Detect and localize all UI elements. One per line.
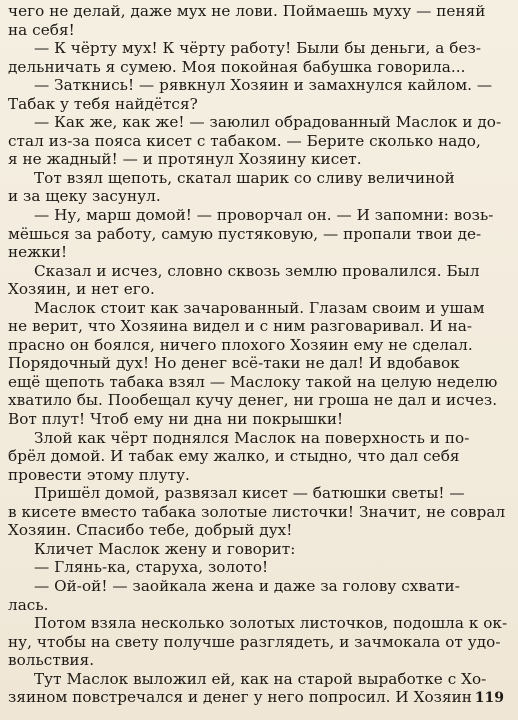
text-line: Сказал и исчез, словно сквозь землю провалился. Был bbox=[34, 261, 480, 280]
text-line: Табак у тебя найдётся? bbox=[8, 94, 198, 113]
text-line: — Ну, марш домой! — проворчал он. — И запомни: возь- bbox=[34, 206, 494, 225]
text-line: вольствия. bbox=[8, 651, 95, 670]
text-line: стал из-за пояса кисет с табаком. — Берите сколько надо, bbox=[8, 131, 481, 150]
text-line: — Заткнись! — рявкнул Хозяин и замахнулся кайлом. — bbox=[34, 76, 493, 95]
text-line: Вот плут! Чтоб ему ни дна ни покрышки! bbox=[8, 410, 344, 429]
text-line: Потом взяла несколько золотых листочков, подошла к ок- bbox=[34, 614, 508, 633]
text-line: Кличет Маслок жену и говорит: bbox=[34, 539, 296, 558]
text-line: прасно он боялся, ничего плохого Хозяин ему не сделал. bbox=[8, 335, 473, 354]
text-line: — Как же, как же! — заюлил обрадованный Маслок и до- bbox=[34, 113, 502, 132]
text-line: и за щеку засунул. bbox=[8, 187, 161, 206]
text-line: лась. bbox=[8, 595, 49, 614]
page-text bbox=[8, 2, 508, 707]
text-line: нежки! bbox=[8, 243, 68, 262]
text-line: Злой как чёрт поднялся Маслок на поверхность и по- bbox=[34, 428, 470, 447]
text-line: Маслок стоит как зачарованный. Глазам своим и ушам bbox=[34, 298, 485, 317]
text-line: Пришёл домой, развязал кисет — батюшки светы! — bbox=[34, 484, 465, 503]
text-line: Тот взял щепоть, скатал шарик со сливу величиной bbox=[34, 168, 455, 187]
page-number: 119 bbox=[474, 690, 504, 706]
text-line: я не жадный! — и протянул Хозяину кисет. bbox=[8, 150, 362, 169]
text-line: провести этому плуту. bbox=[8, 465, 190, 484]
text-line: ну, чтобы на свету получше разглядеть, и зачмокала от удо- bbox=[8, 632, 501, 651]
text-line: на себя! bbox=[8, 20, 75, 39]
text-line: зяином повстречался и денег у него попросил. И Хозяин bbox=[8, 688, 472, 707]
text-line: Хозяин. Спасибо тебе, добрый дух! bbox=[8, 521, 293, 540]
text-line: не верит, что Хозяина видел и с ним разговаривал. И на- bbox=[8, 317, 473, 336]
text-line: дельничать я сумею. Моя покойная бабушка говорила... bbox=[8, 57, 466, 76]
text-line: ещё щепоть табака взял — Маслоку такой на целую неделю bbox=[8, 372, 498, 391]
text-line: Порядочный дух! Но денег всё-таки не дал! И вдобавок bbox=[8, 354, 460, 373]
text-line: Тут Маслок выложил ей, как на старой выработке с Хо- bbox=[34, 669, 487, 688]
text-line: — К чёрту мух! К чёрту работу! Были бы деньги, а без- bbox=[34, 39, 482, 58]
text-line: — Ой-ой! — заойкала жена и даже за голову схвати- bbox=[34, 576, 460, 595]
text-line: чего не делай, даже мух не лови. Поймаешь муху — пеняй bbox=[8, 2, 486, 20]
text-line: брёл домой. И табак ему жалко, и стыдно, что дал себя bbox=[8, 447, 460, 466]
text-line: хватило бы. Пообещал кучу денег, ни гроша не дал и исчез. bbox=[8, 391, 498, 410]
text-line: Хозяин, и нет его. bbox=[8, 280, 155, 299]
text-line: мёшься за работу, самую пустяковую, — пропали твои де- bbox=[8, 224, 482, 243]
text-line: — Глянь-ка, старуха, золото! bbox=[34, 558, 269, 577]
text-line: в кисете вместо табака золотые листочки! Значит, не соврал bbox=[8, 502, 506, 521]
